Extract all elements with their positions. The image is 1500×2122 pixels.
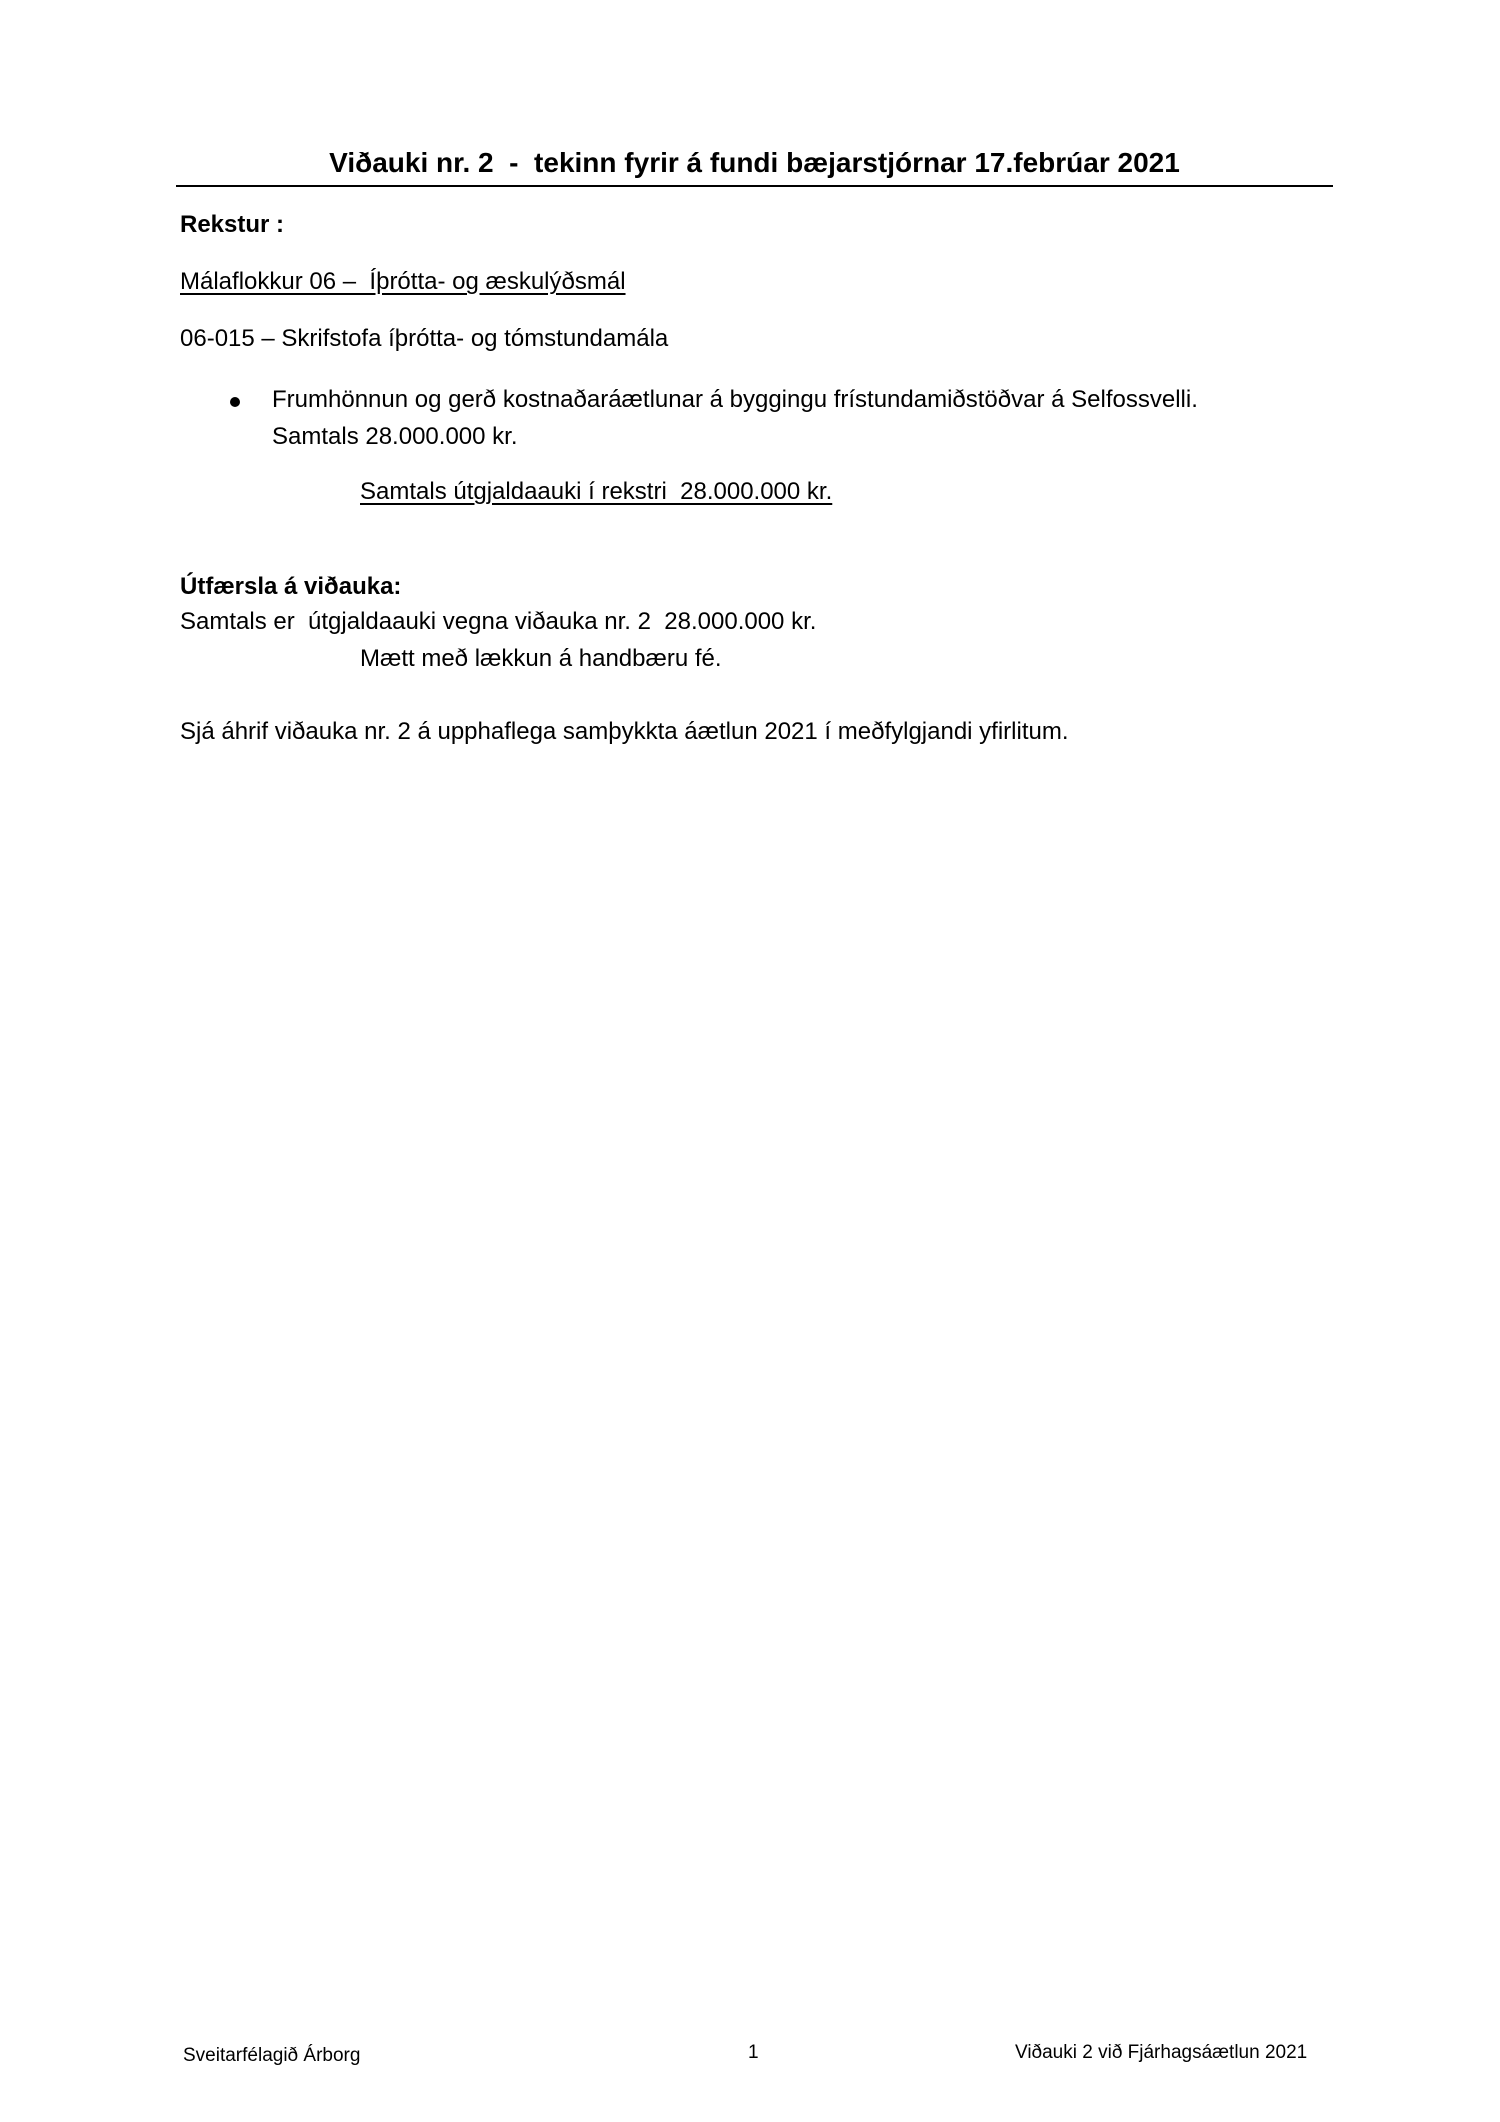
bullet-item-total: Samtals 28.000.000 kr.	[272, 423, 518, 450]
explanation-heading: Útfærsla á viðauka:	[180, 573, 402, 600]
footer-organization: Sveitarfélagið Árborg	[183, 2045, 361, 2066]
document-title: Viðauki nr. 2 - tekinn fyrir á fundi bæjarstjórnar 17.febrúar 2021	[329, 147, 1180, 178]
subcategory-heading: 06-015 – Skrifstofa íþrótta- og tómstundamála	[180, 325, 669, 352]
bullet-item-text: Frumhönnun og gerð kostnaðaráætlunar á byggingu frístundamiðstöðvar á Selfossvelli.	[272, 386, 1198, 413]
closing-note: Sjá áhrif viðauka nr. 2 á upphaflega samþykkta áætlun 2021 í meðfylgjandi yfirlitum.	[180, 718, 1069, 745]
footer-page-number: 1	[748, 2042, 759, 2063]
bullet-icon	[230, 397, 240, 407]
category-heading: Málaflokkur 06 – Íþrótta- og æskulýðsmál	[180, 268, 626, 295]
explanation-funding-line: Mætt með lækkun á handbæru fé.	[360, 645, 722, 672]
explanation-line: Samtals er útgjaldaauki vegna viðauka nr. 2 28.000.000 kr.	[180, 608, 817, 635]
section-heading: Rekstur :	[180, 211, 285, 238]
footer-document-name: Viðauki 2 við Fjárhagsáætlun 2021	[1015, 2042, 1308, 2063]
total-line: Samtals útgjaldaauki í rekstri 28.000.000 kr.	[360, 478, 833, 505]
title-divider	[176, 185, 1333, 187]
